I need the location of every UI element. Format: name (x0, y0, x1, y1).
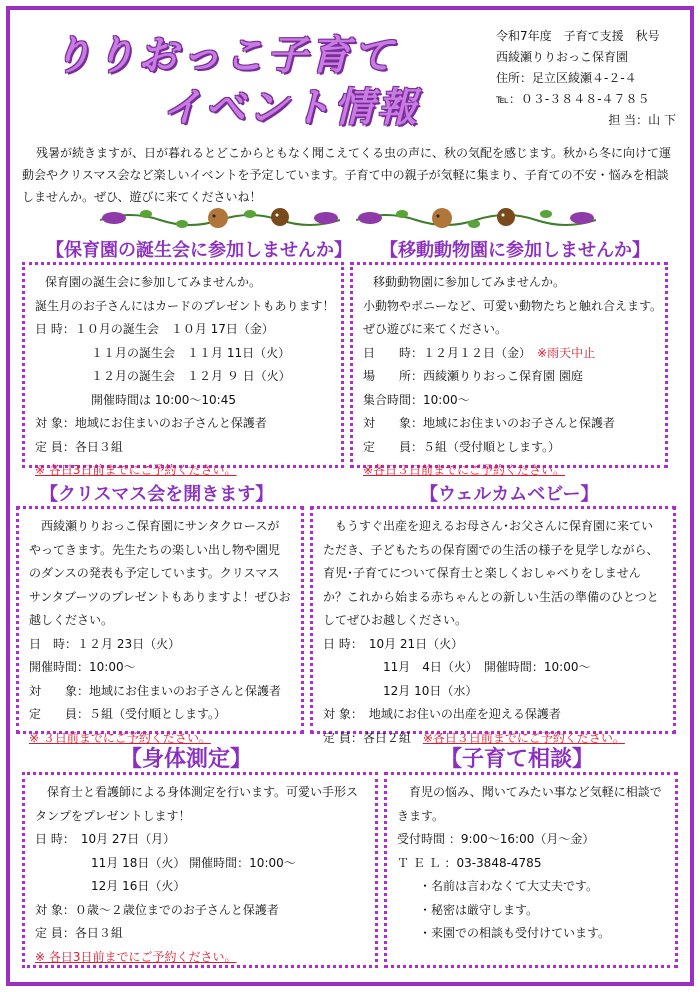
zoo-line: 定 員：５組（受付順とします。） (363, 439, 561, 454)
birthday-line: １２月の誕生会 １２月 ９ 日（火） (91, 369, 291, 383)
consult-body: 育児の悩み、聞いてみたい事など気軽に相談できます。 (397, 785, 662, 823)
birthday-box (22, 262, 344, 477)
christmas-line: 開催時間：10:00～ (29, 660, 136, 674)
org-name: 西綾瀬りりおっこ保育園 (496, 50, 629, 64)
zoo-title: 【移動動物園に参加しませんか】 (380, 240, 650, 261)
birthday-line: 日 時：１０月の誕生会 １０月 17日（金） (35, 322, 274, 336)
autumn-decoration-left (100, 204, 340, 230)
consult-title: 【子育て相談】 (440, 747, 595, 772)
zoo-line: 小動物やポニーなど、可愛い動物たちと触れ合えます。 (363, 298, 663, 313)
christmas-line: 対 象：地域にお住まいのお子さんと保護者 (29, 683, 282, 698)
welcome-line: 日 時： 10月 21日（火） (323, 636, 464, 651)
welcome-line: 11月 4日（火） 開催時間：10:00～ (383, 660, 591, 674)
welcome-capacity: 定 員：各日２組 (323, 730, 411, 745)
birthday-line: 開催時間は 10:00～10:45 (91, 392, 236, 407)
zoo-box (350, 262, 668, 477)
rain-cancel-note: ※雨天中止 (537, 345, 596, 360)
title-line-2: イベント情報 (162, 85, 420, 131)
zoo-line (363, 342, 655, 366)
staff: 担 当：山 下 (608, 113, 676, 127)
birthday-line: 誕生月のお子さんにはカードのプレゼントもあります！ (35, 298, 335, 313)
christmas-line: 日 時：１２月 23日（火） (29, 636, 181, 651)
title-line-1: りりおっこ子育て (52, 33, 396, 79)
intro-text: 残暑が続きますが、日が暮れるとどこからともなく聞こえてくる虫の声に、秋の気配を感じます。秋から冬に向けて運動会やクリスマス会など楽しいイベントを予定しています。子育て中の親子が気軽に集まり、子育ての不安・悩みを相談しませんか。ぜひ、遊びに来てくださいね！ (22, 146, 672, 204)
season-label: 令和7年度 子育て支援 秋号 (496, 29, 660, 43)
consult-line: Ｔ Ｅ Ｌ ：03-3848-4785 (397, 855, 542, 870)
welcome-line: 12月 10日（水） (383, 683, 478, 698)
address: 住所：足立区綾瀬４-２-４ (496, 71, 637, 85)
birthday-line: 対 象：地域にお住まいのお子さんと保護者 (35, 416, 267, 430)
zoo-note: ※各日３日前までにご予約ください。 (363, 463, 566, 477)
measure-line: 対 象：０歳～２歳位までのお子さんと保護者 (35, 902, 279, 917)
christmas-note: ※ ３日前までにご予約ください。 (29, 730, 211, 745)
birthday-line: １１月の誕生会 １１月 11日（火） (91, 345, 291, 360)
christmas-line: 定 員：５組（受付順とします。） (29, 707, 227, 721)
consult-box (384, 772, 678, 968)
zoo-line: 場 所：西綾瀬りりおっこ保育園 園庭 (363, 369, 583, 383)
birthday-title: 【保育園の誕生会に参加しませんか】 (46, 240, 352, 261)
measure-line: 11月 18日（火） 開催時間：10:00～ (91, 855, 296, 870)
measure-line: 日 時： 10月 27日（月） (35, 832, 176, 846)
zoo-date: 日 時：１２月１２日（金） (363, 345, 526, 360)
christmas-title: 【クリスマス会を開きます】 (40, 484, 274, 505)
autumn-decoration-right (356, 204, 596, 230)
measure-body: 保育士と看護師による身体測定を行います。可愛い手形スタンプをプレゼントします！ (35, 785, 359, 823)
zoo-line: 移動動物園に参加してみませんか。 (373, 275, 566, 289)
zoo-line: 集合時間：10:00～ (363, 392, 470, 407)
measure-box (22, 772, 378, 968)
welcome-line: 対 象： 地域にお住いの出産を迎える保護者 (323, 707, 561, 721)
welcome-body: もうすぐ出産を迎えるお母さん･お父さんに保育園に来ていただき、子どもたちの保育園での生活の様子を見学しながら、育児･子育てについて保育士と楽しくおしゃべりをしませんか？これから始まる赤ちゃんとの新しい生活の準備のひとつとしてぜひお越しください。 (323, 519, 659, 627)
measure-title: 【身体測定】 (120, 747, 253, 772)
zoo-line: 対 象：地域にお住まいのお子さんと保護者 (363, 416, 616, 430)
welcome-note: ※各日３日前までにご予約ください。 (422, 730, 625, 745)
welcome-baby-title: 【ウェルカムベビー】 (420, 484, 599, 505)
welcome-baby-box (310, 506, 676, 745)
telephone: ℡：０３-３８４８-４７８５ (496, 92, 650, 106)
consult-line: ・秘密は厳守します。 (419, 902, 539, 917)
consult-line: ・名前は言わなくて大丈夫です。 (419, 879, 599, 893)
birthday-note: ※ 各日3日前までにご予約ください。 (35, 463, 237, 477)
measure-note: ※ 各日3日前までにご予約ください。 (35, 949, 237, 964)
measure-line: 12月 16日（火） (91, 879, 186, 893)
measure-line: 定 員：各日３組 (35, 926, 123, 940)
consult-line: ・来園での相談も受付けています。 (419, 926, 611, 940)
birthday-line: 保育園の誕生会に参加してみませんか。 (45, 275, 262, 289)
zoo-line: ぜひ遊びに来てください。 (363, 322, 508, 336)
header-info (496, 26, 676, 131)
birthday-line: 定 員：各日３組 (35, 439, 123, 454)
christmas-box (16, 506, 304, 745)
christmas-body: 西綾瀬りりおっこ保育園にサンタクロースがやってきます。先生たちの楽しい出し物や園児のダンスの発表も予定しています。クリスマスサンタブーツのプレゼントもありますよ！ぜひお越しください。 (29, 519, 291, 627)
consult-line: 受付時間 ：9:00～16:00（月～金） (397, 832, 595, 846)
newsletter-title (52, 16, 472, 131)
